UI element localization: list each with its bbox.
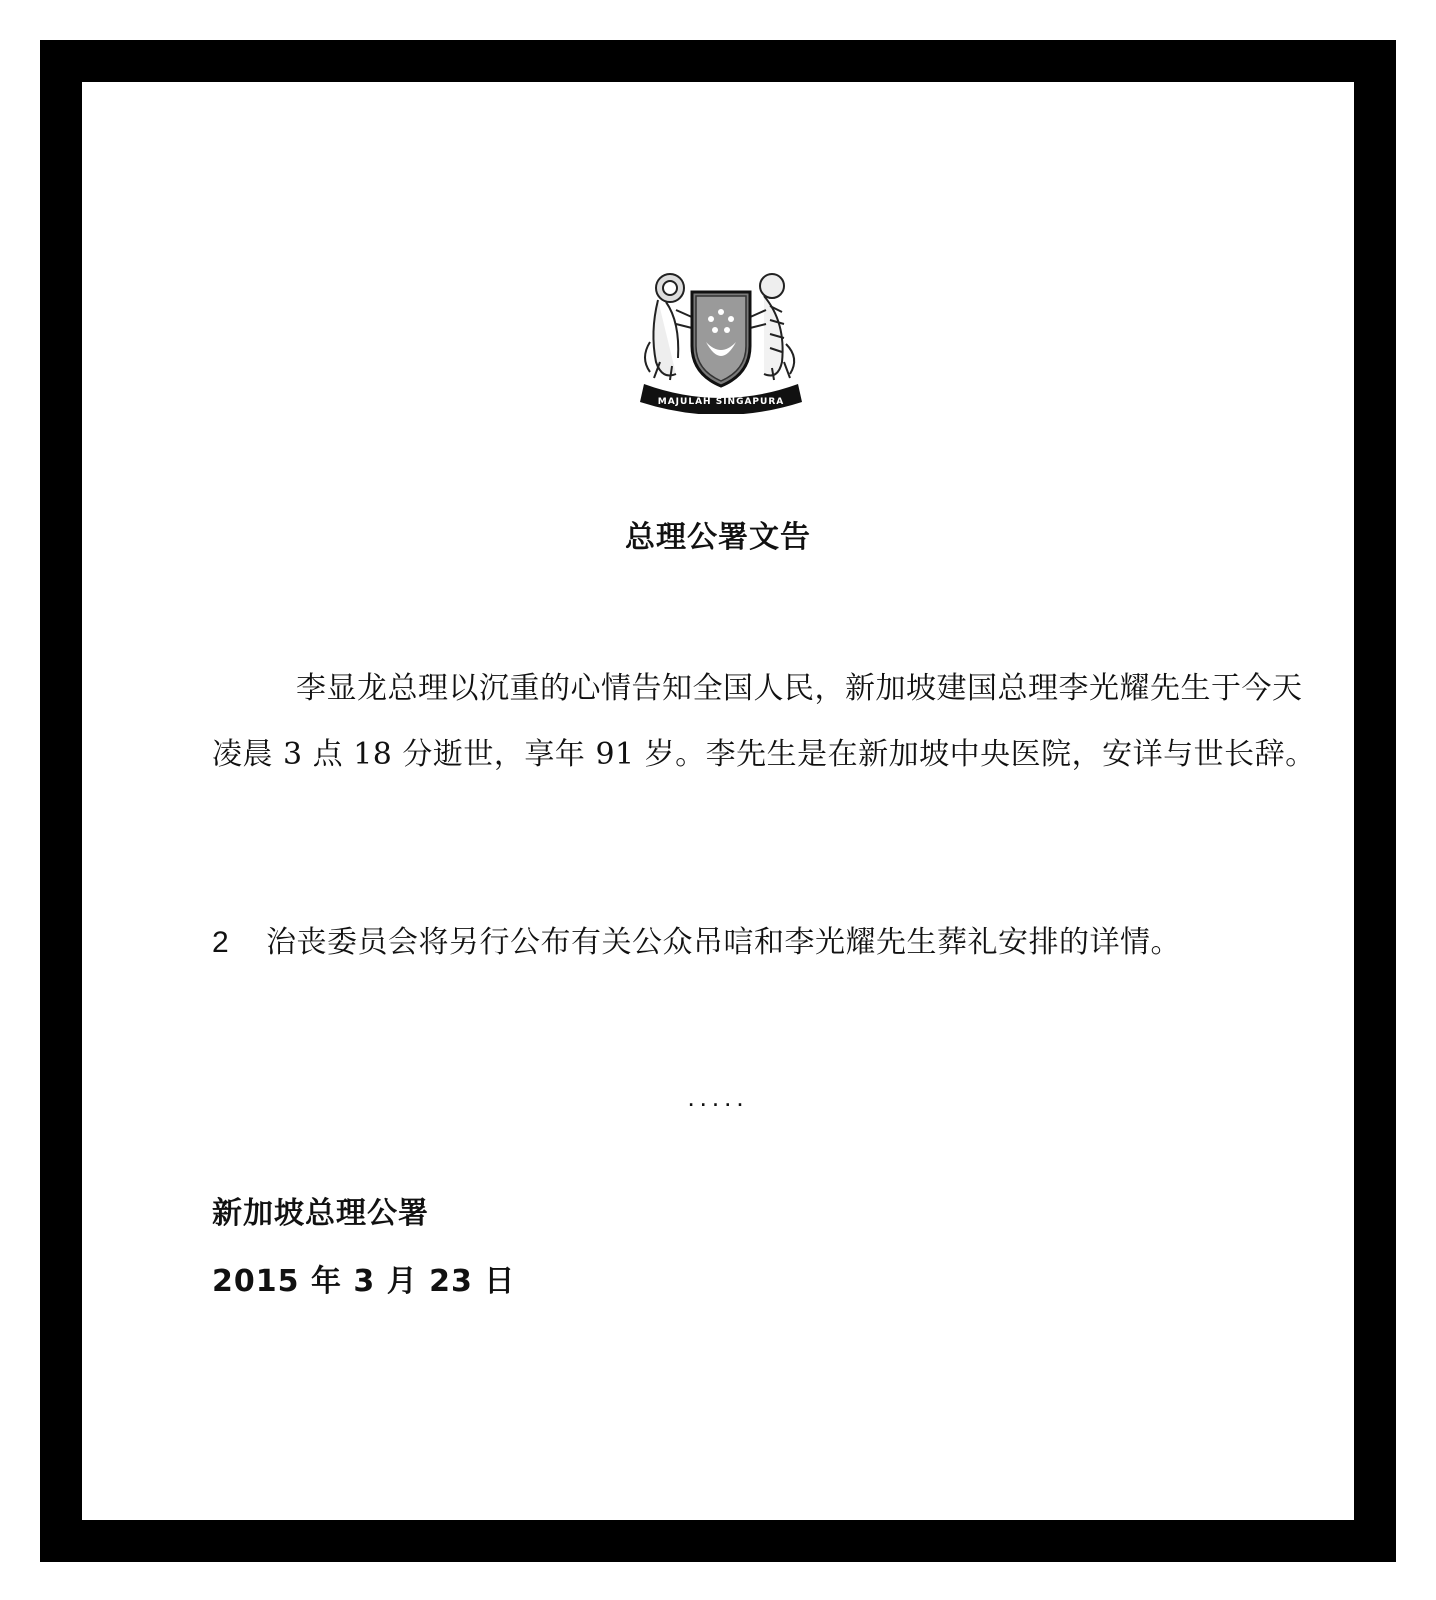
paragraph-2 [212, 910, 1330, 976]
document-page [82, 82, 1354, 1520]
paragraph-2-text: 治丧委员会将另行公布有关公众吊唁和李光耀先生葬礼安排的详情。 [266, 925, 1181, 960]
paragraph-1: 李显龙总理以沉重的心情告知全国人民，新加坡建国总理李光耀先生于今天凌晨 3 点 18 分逝世，享年 91 岁。李先生是在新加坡中央医院，安详与世长辞。 [212, 671, 1316, 772]
document-title: 总理公署文告 [625, 520, 811, 555]
section-separator: ..... [687, 1082, 749, 1112]
paragraph-number: 2 [212, 926, 230, 959]
signature-office: 新加坡总理公署 [212, 1196, 429, 1231]
signature-date: 2015 年 3 月 23 日 [212, 1264, 516, 1299]
singapore-coat-of-arms-icon [636, 262, 806, 414]
crest-motto: MAJULAH SINGAPURA [657, 397, 785, 407]
black-mourning-border [40, 40, 1396, 1562]
